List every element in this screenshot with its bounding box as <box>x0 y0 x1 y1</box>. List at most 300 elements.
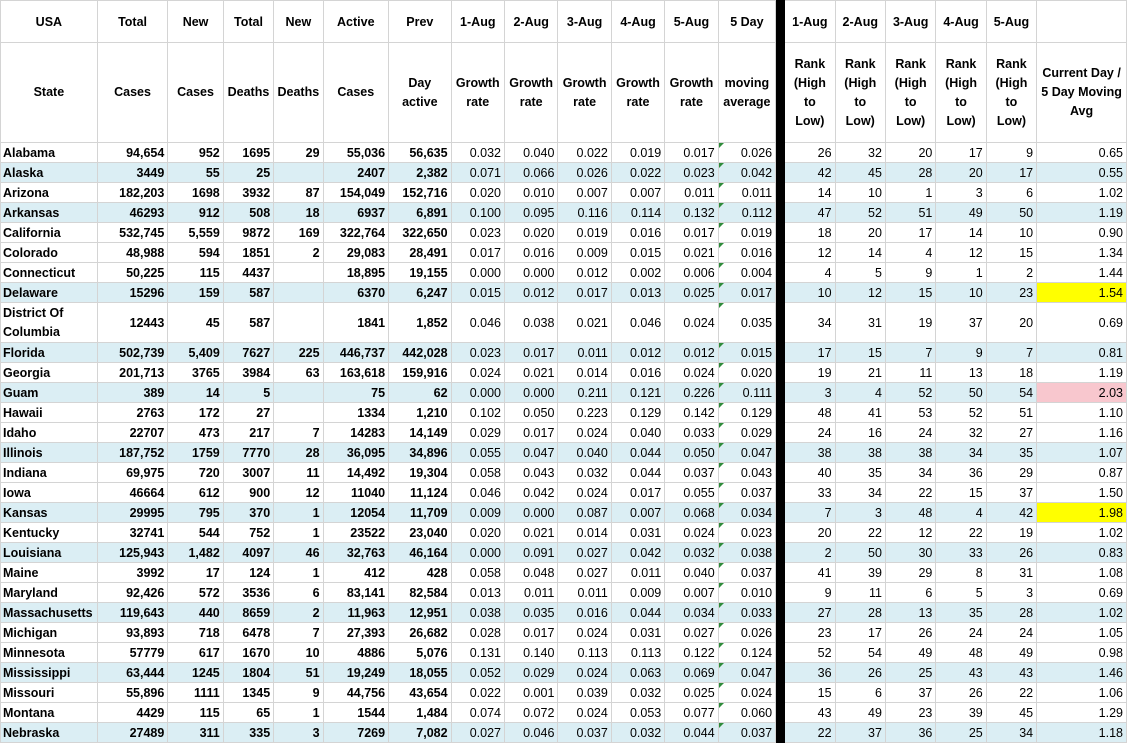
new-deaths-cell[interactable] <box>274 383 323 403</box>
growth-aug5-cell[interactable]: 0.122 <box>665 643 718 663</box>
growth-aug2-cell[interactable]: 0.040 <box>504 143 557 163</box>
active-cases-cell[interactable]: 2407 <box>323 163 389 183</box>
new-cases-cell[interactable]: 594 <box>168 243 223 263</box>
header-cell[interactable]: USA <box>1 1 98 43</box>
growth-aug3-cell[interactable]: 0.012 <box>558 263 611 283</box>
growth-aug3-cell[interactable]: 0.011 <box>558 583 611 603</box>
rank-aug5-cell[interactable]: 51 <box>986 403 1036 423</box>
prev-day-active-cell[interactable]: 56,635 <box>389 143 451 163</box>
new-cases-cell[interactable]: 3765 <box>168 363 223 383</box>
growth-aug1-cell[interactable]: 0.020 <box>451 183 504 203</box>
current-over-ma-cell[interactable]: 1.06 <box>1037 683 1127 703</box>
active-cases-cell[interactable]: 6937 <box>323 203 389 223</box>
rank-aug4-cell[interactable]: 34 <box>936 443 986 463</box>
total-cases-cell[interactable]: 15296 <box>97 283 168 303</box>
moving-average-cell[interactable]: 0.016 <box>718 243 775 263</box>
growth-aug5-cell[interactable]: 0.027 <box>665 623 718 643</box>
growth-aug3-cell[interactable]: 0.017 <box>558 283 611 303</box>
rank-aug5-cell[interactable]: 27 <box>986 423 1036 443</box>
moving-average-cell[interactable]: 0.019 <box>718 223 775 243</box>
total-cases-cell[interactable]: 12443 <box>97 303 168 343</box>
new-deaths-cell[interactable] <box>274 403 323 423</box>
growth-aug4-cell[interactable]: 0.063 <box>611 663 664 683</box>
total-cases-cell[interactable]: 50,225 <box>97 263 168 283</box>
rank-aug3-cell[interactable]: 52 <box>885 383 935 403</box>
rank-aug2-cell[interactable]: 12 <box>835 283 885 303</box>
growth-aug4-cell[interactable]: 0.016 <box>611 223 664 243</box>
rank-aug4-cell[interactable]: 12 <box>936 243 986 263</box>
prev-day-active-cell[interactable]: 23,040 <box>389 523 451 543</box>
header-cell[interactable]: Deaths <box>223 43 273 143</box>
total-deaths-cell[interactable]: 25 <box>223 163 273 183</box>
header-cell[interactable]: New <box>274 1 323 43</box>
new-deaths-cell[interactable]: 18 <box>274 203 323 223</box>
total-cases-cell[interactable]: 182,203 <box>97 183 168 203</box>
growth-aug1-cell[interactable]: 0.023 <box>451 343 504 363</box>
growth-aug1-cell[interactable]: 0.032 <box>451 143 504 163</box>
rank-aug3-cell[interactable]: 25 <box>885 663 935 683</box>
new-cases-cell[interactable]: 473 <box>168 423 223 443</box>
growth-aug1-cell[interactable]: 0.024 <box>451 363 504 383</box>
active-cases-cell[interactable]: 7269 <box>323 723 389 743</box>
new-cases-cell[interactable]: 55 <box>168 163 223 183</box>
total-cases-cell[interactable]: 94,654 <box>97 143 168 163</box>
state-name-cell[interactable]: Guam <box>1 383 98 403</box>
growth-aug1-cell[interactable]: 0.022 <box>451 683 504 703</box>
growth-aug5-cell[interactable]: 0.226 <box>665 383 718 403</box>
active-cases-cell[interactable]: 163,618 <box>323 363 389 383</box>
total-deaths-cell[interactable]: 587 <box>223 283 273 303</box>
rank-aug5-cell[interactable]: 45 <box>986 703 1036 723</box>
new-deaths-cell[interactable]: 6 <box>274 583 323 603</box>
current-over-ma-cell[interactable]: 0.87 <box>1037 463 1127 483</box>
state-name-cell[interactable]: Nebraska <box>1 723 98 743</box>
header-cell[interactable]: 4-Aug <box>611 1 664 43</box>
current-over-ma-cell[interactable]: 1.19 <box>1037 203 1127 223</box>
total-deaths-cell[interactable]: 7627 <box>223 343 273 363</box>
state-name-cell[interactable]: Idaho <box>1 423 98 443</box>
header-cell[interactable]: Deaths <box>274 43 323 143</box>
new-deaths-cell[interactable]: 63 <box>274 363 323 383</box>
growth-aug3-cell[interactable]: 0.019 <box>558 223 611 243</box>
growth-aug5-cell[interactable]: 0.055 <box>665 483 718 503</box>
header-cell[interactable]: New <box>168 1 223 43</box>
active-cases-cell[interactable]: 36,095 <box>323 443 389 463</box>
total-cases-cell[interactable]: 201,713 <box>97 363 168 383</box>
total-cases-cell[interactable]: 69,975 <box>97 463 168 483</box>
current-over-ma-cell[interactable]: 0.98 <box>1037 643 1127 663</box>
growth-aug5-cell[interactable]: 0.021 <box>665 243 718 263</box>
rank-aug3-cell[interactable]: 6 <box>885 583 935 603</box>
growth-aug5-cell[interactable]: 0.033 <box>665 423 718 443</box>
rank-aug4-cell[interactable]: 15 <box>936 483 986 503</box>
total-cases-cell[interactable]: 93,893 <box>97 623 168 643</box>
prev-day-active-cell[interactable]: 34,896 <box>389 443 451 463</box>
rank-aug2-cell[interactable]: 22 <box>835 523 885 543</box>
header-cell[interactable]: Day active <box>389 43 451 143</box>
rank-aug1-cell[interactable]: 10 <box>785 283 835 303</box>
rank-aug1-cell[interactable]: 47 <box>785 203 835 223</box>
growth-aug5-cell[interactable]: 0.017 <box>665 223 718 243</box>
rank-aug2-cell[interactable]: 5 <box>835 263 885 283</box>
header-cell[interactable]: 1-Aug <box>451 1 504 43</box>
prev-day-active-cell[interactable]: 1,484 <box>389 703 451 723</box>
rank-aug5-cell[interactable]: 43 <box>986 663 1036 683</box>
rank-aug5-cell[interactable]: 2 <box>986 263 1036 283</box>
growth-aug5-cell[interactable]: 0.132 <box>665 203 718 223</box>
rank-aug1-cell[interactable]: 41 <box>785 563 835 583</box>
state-name-cell[interactable]: Indiana <box>1 463 98 483</box>
rank-aug3-cell[interactable]: 48 <box>885 503 935 523</box>
rank-aug5-cell[interactable]: 42 <box>986 503 1036 523</box>
current-over-ma-cell[interactable]: 0.90 <box>1037 223 1127 243</box>
growth-aug1-cell[interactable]: 0.046 <box>451 303 504 343</box>
prev-day-active-cell[interactable]: 322,650 <box>389 223 451 243</box>
current-over-ma-cell[interactable]: 1.02 <box>1037 603 1127 623</box>
growth-aug1-cell[interactable]: 0.017 <box>451 243 504 263</box>
current-over-ma-cell[interactable]: 1.44 <box>1037 263 1127 283</box>
state-name-cell[interactable]: Florida <box>1 343 98 363</box>
new-cases-cell[interactable]: 1759 <box>168 443 223 463</box>
total-deaths-cell[interactable]: 3984 <box>223 363 273 383</box>
prev-day-active-cell[interactable]: 1,210 <box>389 403 451 423</box>
growth-aug4-cell[interactable]: 0.011 <box>611 563 664 583</box>
growth-aug3-cell[interactable]: 0.116 <box>558 203 611 223</box>
rank-aug5-cell[interactable]: 15 <box>986 243 1036 263</box>
rank-aug1-cell[interactable]: 4 <box>785 263 835 283</box>
growth-aug4-cell[interactable]: 0.013 <box>611 283 664 303</box>
moving-average-cell[interactable]: 0.037 <box>718 563 775 583</box>
moving-average-cell[interactable]: 0.024 <box>718 683 775 703</box>
moving-average-cell[interactable]: 0.035 <box>718 303 775 343</box>
moving-average-cell[interactable]: 0.038 <box>718 543 775 563</box>
growth-aug3-cell[interactable]: 0.027 <box>558 543 611 563</box>
total-deaths-cell[interactable]: 9872 <box>223 223 273 243</box>
active-cases-cell[interactable]: 412 <box>323 563 389 583</box>
rank-aug4-cell[interactable]: 39 <box>936 703 986 723</box>
rank-aug4-cell[interactable]: 8 <box>936 563 986 583</box>
growth-aug4-cell[interactable]: 0.009 <box>611 583 664 603</box>
growth-aug5-cell[interactable]: 0.050 <box>665 443 718 463</box>
header-cell[interactable]: 5-Aug <box>665 1 718 43</box>
rank-aug2-cell[interactable]: 17 <box>835 623 885 643</box>
new-deaths-cell[interactable]: 9 <box>274 683 323 703</box>
new-deaths-cell[interactable]: 7 <box>274 423 323 443</box>
total-cases-cell[interactable]: 29995 <box>97 503 168 523</box>
total-deaths-cell[interactable]: 4437 <box>223 263 273 283</box>
growth-aug2-cell[interactable]: 0.038 <box>504 303 557 343</box>
growth-aug3-cell[interactable]: 0.016 <box>558 603 611 623</box>
rank-aug1-cell[interactable]: 42 <box>785 163 835 183</box>
growth-aug5-cell[interactable]: 0.037 <box>665 463 718 483</box>
rank-aug4-cell[interactable]: 5 <box>936 583 986 603</box>
moving-average-cell[interactable]: 0.020 <box>718 363 775 383</box>
new-cases-cell[interactable]: 311 <box>168 723 223 743</box>
rank-aug3-cell[interactable]: 7 <box>885 343 935 363</box>
state-name-cell[interactable]: Montana <box>1 703 98 723</box>
growth-aug2-cell[interactable]: 0.140 <box>504 643 557 663</box>
rank-aug4-cell[interactable]: 43 <box>936 663 986 683</box>
rank-aug4-cell[interactable]: 50 <box>936 383 986 403</box>
rank-aug5-cell[interactable]: 19 <box>986 523 1036 543</box>
growth-aug3-cell[interactable]: 0.026 <box>558 163 611 183</box>
rank-aug5-cell[interactable]: 31 <box>986 563 1036 583</box>
state-name-cell[interactable]: Colorado <box>1 243 98 263</box>
total-cases-cell[interactable]: 27489 <box>97 723 168 743</box>
rank-aug2-cell[interactable]: 31 <box>835 303 885 343</box>
total-cases-cell[interactable]: 92,426 <box>97 583 168 603</box>
moving-average-cell[interactable]: 0.034 <box>718 503 775 523</box>
total-deaths-cell[interactable]: 1345 <box>223 683 273 703</box>
rank-aug1-cell[interactable]: 43 <box>785 703 835 723</box>
header-cell[interactable]: 5-Aug <box>986 1 1036 43</box>
prev-day-active-cell[interactable]: 428 <box>389 563 451 583</box>
growth-aug4-cell[interactable]: 0.113 <box>611 643 664 663</box>
growth-aug5-cell[interactable]: 0.044 <box>665 723 718 743</box>
rank-aug3-cell[interactable]: 37 <box>885 683 935 703</box>
rank-aug5-cell[interactable]: 50 <box>986 203 1036 223</box>
new-cases-cell[interactable]: 45 <box>168 303 223 343</box>
new-cases-cell[interactable]: 720 <box>168 463 223 483</box>
rank-aug1-cell[interactable]: 14 <box>785 183 835 203</box>
header-cell[interactable]: Current Day / 5 Day Moving Avg <box>1037 43 1127 143</box>
total-cases-cell[interactable]: 55,896 <box>97 683 168 703</box>
growth-aug2-cell[interactable]: 0.091 <box>504 543 557 563</box>
rank-aug5-cell[interactable]: 20 <box>986 303 1036 343</box>
rank-aug4-cell[interactable]: 24 <box>936 623 986 643</box>
active-cases-cell[interactable]: 4886 <box>323 643 389 663</box>
growth-aug2-cell[interactable]: 0.010 <box>504 183 557 203</box>
state-name-cell[interactable]: Arizona <box>1 183 98 203</box>
total-deaths-cell[interactable]: 65 <box>223 703 273 723</box>
active-cases-cell[interactable]: 55,036 <box>323 143 389 163</box>
rank-aug1-cell[interactable]: 18 <box>785 223 835 243</box>
total-cases-cell[interactable]: 32741 <box>97 523 168 543</box>
growth-aug3-cell[interactable]: 0.087 <box>558 503 611 523</box>
moving-average-cell[interactable]: 0.004 <box>718 263 775 283</box>
rank-aug4-cell[interactable]: 13 <box>936 363 986 383</box>
header-cell[interactable]: Growth rate <box>451 43 504 143</box>
new-deaths-cell[interactable] <box>274 163 323 183</box>
rank-aug1-cell[interactable]: 23 <box>785 623 835 643</box>
rank-aug1-cell[interactable]: 24 <box>785 423 835 443</box>
active-cases-cell[interactable]: 14283 <box>323 423 389 443</box>
rank-aug1-cell[interactable]: 34 <box>785 303 835 343</box>
prev-day-active-cell[interactable]: 62 <box>389 383 451 403</box>
prev-day-active-cell[interactable]: 442,028 <box>389 343 451 363</box>
state-name-cell[interactable]: Louisiana <box>1 543 98 563</box>
total-deaths-cell[interactable]: 124 <box>223 563 273 583</box>
growth-aug2-cell[interactable]: 0.016 <box>504 243 557 263</box>
growth-aug3-cell[interactable]: 0.024 <box>558 483 611 503</box>
growth-aug3-cell[interactable]: 0.040 <box>558 443 611 463</box>
growth-aug1-cell[interactable]: 0.009 <box>451 503 504 523</box>
total-cases-cell[interactable]: 3992 <box>97 563 168 583</box>
growth-aug1-cell[interactable]: 0.038 <box>451 603 504 623</box>
growth-aug4-cell[interactable]: 0.129 <box>611 403 664 423</box>
total-deaths-cell[interactable]: 4097 <box>223 543 273 563</box>
rank-aug4-cell[interactable]: 49 <box>936 203 986 223</box>
rank-aug1-cell[interactable]: 33 <box>785 483 835 503</box>
rank-aug1-cell[interactable]: 27 <box>785 603 835 623</box>
moving-average-cell[interactable]: 0.111 <box>718 383 775 403</box>
current-over-ma-cell[interactable]: 1.08 <box>1037 563 1127 583</box>
active-cases-cell[interactable]: 12054 <box>323 503 389 523</box>
new-cases-cell[interactable]: 544 <box>168 523 223 543</box>
moving-average-cell[interactable]: 0.047 <box>718 443 775 463</box>
rank-aug1-cell[interactable]: 26 <box>785 143 835 163</box>
prev-day-active-cell[interactable]: 152,716 <box>389 183 451 203</box>
prev-day-active-cell[interactable]: 12,951 <box>389 603 451 623</box>
growth-aug4-cell[interactable]: 0.053 <box>611 703 664 723</box>
new-cases-cell[interactable]: 612 <box>168 483 223 503</box>
growth-aug2-cell[interactable]: 0.042 <box>504 483 557 503</box>
active-cases-cell[interactable]: 1544 <box>323 703 389 723</box>
growth-aug4-cell[interactable]: 0.002 <box>611 263 664 283</box>
active-cases-cell[interactable]: 23522 <box>323 523 389 543</box>
rank-aug4-cell[interactable]: 9 <box>936 343 986 363</box>
new-cases-cell[interactable]: 14 <box>168 383 223 403</box>
new-deaths-cell[interactable]: 87 <box>274 183 323 203</box>
active-cases-cell[interactable]: 32,763 <box>323 543 389 563</box>
rank-aug4-cell[interactable]: 4 <box>936 503 986 523</box>
prev-day-active-cell[interactable]: 43,654 <box>389 683 451 703</box>
total-deaths-cell[interactable]: 6478 <box>223 623 273 643</box>
active-cases-cell[interactable]: 6370 <box>323 283 389 303</box>
new-cases-cell[interactable]: 1111 <box>168 683 223 703</box>
rank-aug2-cell[interactable]: 45 <box>835 163 885 183</box>
growth-aug5-cell[interactable]: 0.034 <box>665 603 718 623</box>
growth-aug1-cell[interactable]: 0.015 <box>451 283 504 303</box>
header-cell[interactable]: Growth rate <box>558 43 611 143</box>
new-cases-cell[interactable]: 572 <box>168 583 223 603</box>
growth-aug3-cell[interactable]: 0.014 <box>558 363 611 383</box>
growth-aug3-cell[interactable]: 0.027 <box>558 563 611 583</box>
growth-aug1-cell[interactable]: 0.058 <box>451 463 504 483</box>
header-cell[interactable]: Growth rate <box>665 43 718 143</box>
header-cell[interactable]: 4-Aug <box>936 1 986 43</box>
header-cell[interactable]: Rank (High to Low) <box>835 43 885 143</box>
rank-aug3-cell[interactable]: 15 <box>885 283 935 303</box>
rank-aug4-cell[interactable]: 48 <box>936 643 986 663</box>
growth-aug3-cell[interactable]: 0.039 <box>558 683 611 703</box>
rank-aug4-cell[interactable]: 10 <box>936 283 986 303</box>
new-deaths-cell[interactable]: 3 <box>274 723 323 743</box>
moving-average-cell[interactable]: 0.011 <box>718 183 775 203</box>
growth-aug4-cell[interactable]: 0.044 <box>611 463 664 483</box>
header-cell[interactable]: Growth rate <box>611 43 664 143</box>
growth-aug1-cell[interactable]: 0.000 <box>451 543 504 563</box>
growth-aug1-cell[interactable]: 0.131 <box>451 643 504 663</box>
current-over-ma-cell[interactable]: 2.03 <box>1037 383 1127 403</box>
prev-day-active-cell[interactable]: 6,891 <box>389 203 451 223</box>
growth-aug3-cell[interactable]: 0.223 <box>558 403 611 423</box>
prev-day-active-cell[interactable]: 28,491 <box>389 243 451 263</box>
header-cell[interactable]: Cases <box>323 43 389 143</box>
rank-aug4-cell[interactable]: 37 <box>936 303 986 343</box>
active-cases-cell[interactable]: 1841 <box>323 303 389 343</box>
growth-aug2-cell[interactable]: 0.001 <box>504 683 557 703</box>
total-cases-cell[interactable]: 4429 <box>97 703 168 723</box>
growth-aug3-cell[interactable]: 0.014 <box>558 523 611 543</box>
active-cases-cell[interactable]: 1334 <box>323 403 389 423</box>
total-deaths-cell[interactable]: 1804 <box>223 663 273 683</box>
growth-aug1-cell[interactable]: 0.020 <box>451 523 504 543</box>
growth-aug2-cell[interactable]: 0.017 <box>504 343 557 363</box>
state-name-cell[interactable]: Illinois <box>1 443 98 463</box>
state-name-cell[interactable]: Maryland <box>1 583 98 603</box>
growth-aug5-cell[interactable]: 0.069 <box>665 663 718 683</box>
current-over-ma-cell[interactable]: 0.65 <box>1037 143 1127 163</box>
rank-aug4-cell[interactable]: 32 <box>936 423 986 443</box>
total-cases-cell[interactable]: 48,988 <box>97 243 168 263</box>
rank-aug5-cell[interactable]: 34 <box>986 723 1036 743</box>
rank-aug3-cell[interactable]: 13 <box>885 603 935 623</box>
prev-day-active-cell[interactable]: 5,076 <box>389 643 451 663</box>
header-cell[interactable]: Cases <box>168 43 223 143</box>
growth-aug3-cell[interactable]: 0.037 <box>558 723 611 743</box>
growth-aug5-cell[interactable]: 0.007 <box>665 583 718 603</box>
rank-aug2-cell[interactable]: 15 <box>835 343 885 363</box>
header-cell[interactable] <box>1037 1 1127 43</box>
prev-day-active-cell[interactable]: 159,916 <box>389 363 451 383</box>
new-deaths-cell[interactable]: 2 <box>274 603 323 623</box>
total-cases-cell[interactable]: 187,752 <box>97 443 168 463</box>
prev-day-active-cell[interactable]: 11,709 <box>389 503 451 523</box>
growth-aug1-cell[interactable]: 0.074 <box>451 703 504 723</box>
growth-aug1-cell[interactable]: 0.000 <box>451 263 504 283</box>
new-cases-cell[interactable]: 952 <box>168 143 223 163</box>
total-cases-cell[interactable]: 532,745 <box>97 223 168 243</box>
rank-aug2-cell[interactable]: 49 <box>835 703 885 723</box>
growth-aug5-cell[interactable]: 0.017 <box>665 143 718 163</box>
rank-aug4-cell[interactable]: 20 <box>936 163 986 183</box>
rank-aug3-cell[interactable]: 49 <box>885 643 935 663</box>
header-cell[interactable]: Growth rate <box>504 43 557 143</box>
growth-aug1-cell[interactable]: 0.028 <box>451 623 504 643</box>
active-cases-cell[interactable]: 14,492 <box>323 463 389 483</box>
rank-aug4-cell[interactable]: 22 <box>936 523 986 543</box>
total-deaths-cell[interactable]: 3932 <box>223 183 273 203</box>
growth-aug3-cell[interactable]: 0.113 <box>558 643 611 663</box>
prev-day-active-cell[interactable]: 6,247 <box>389 283 451 303</box>
current-over-ma-cell[interactable]: 0.69 <box>1037 583 1127 603</box>
new-cases-cell[interactable]: 17 <box>168 563 223 583</box>
prev-day-active-cell[interactable]: 2,382 <box>389 163 451 183</box>
growth-aug2-cell[interactable]: 0.017 <box>504 623 557 643</box>
growth-aug1-cell[interactable]: 0.046 <box>451 483 504 503</box>
new-cases-cell[interactable]: 172 <box>168 403 223 423</box>
header-cell[interactable]: 2-Aug <box>835 1 885 43</box>
new-cases-cell[interactable]: 912 <box>168 203 223 223</box>
rank-aug4-cell[interactable]: 36 <box>936 463 986 483</box>
growth-aug4-cell[interactable]: 0.022 <box>611 163 664 183</box>
rank-aug2-cell[interactable]: 26 <box>835 663 885 683</box>
active-cases-cell[interactable]: 11,963 <box>323 603 389 623</box>
active-cases-cell[interactable]: 18,895 <box>323 263 389 283</box>
growth-aug5-cell[interactable]: 0.011 <box>665 183 718 203</box>
new-deaths-cell[interactable]: 11 <box>274 463 323 483</box>
rank-aug1-cell[interactable]: 2 <box>785 543 835 563</box>
growth-aug2-cell[interactable]: 0.000 <box>504 263 557 283</box>
rank-aug5-cell[interactable]: 17 <box>986 163 1036 183</box>
rank-aug1-cell[interactable]: 7 <box>785 503 835 523</box>
rank-aug3-cell[interactable]: 29 <box>885 563 935 583</box>
new-deaths-cell[interactable]: 29 <box>274 143 323 163</box>
state-name-cell[interactable]: District Of Columbia <box>1 303 98 343</box>
rank-aug4-cell[interactable]: 25 <box>936 723 986 743</box>
new-cases-cell[interactable]: 5,409 <box>168 343 223 363</box>
